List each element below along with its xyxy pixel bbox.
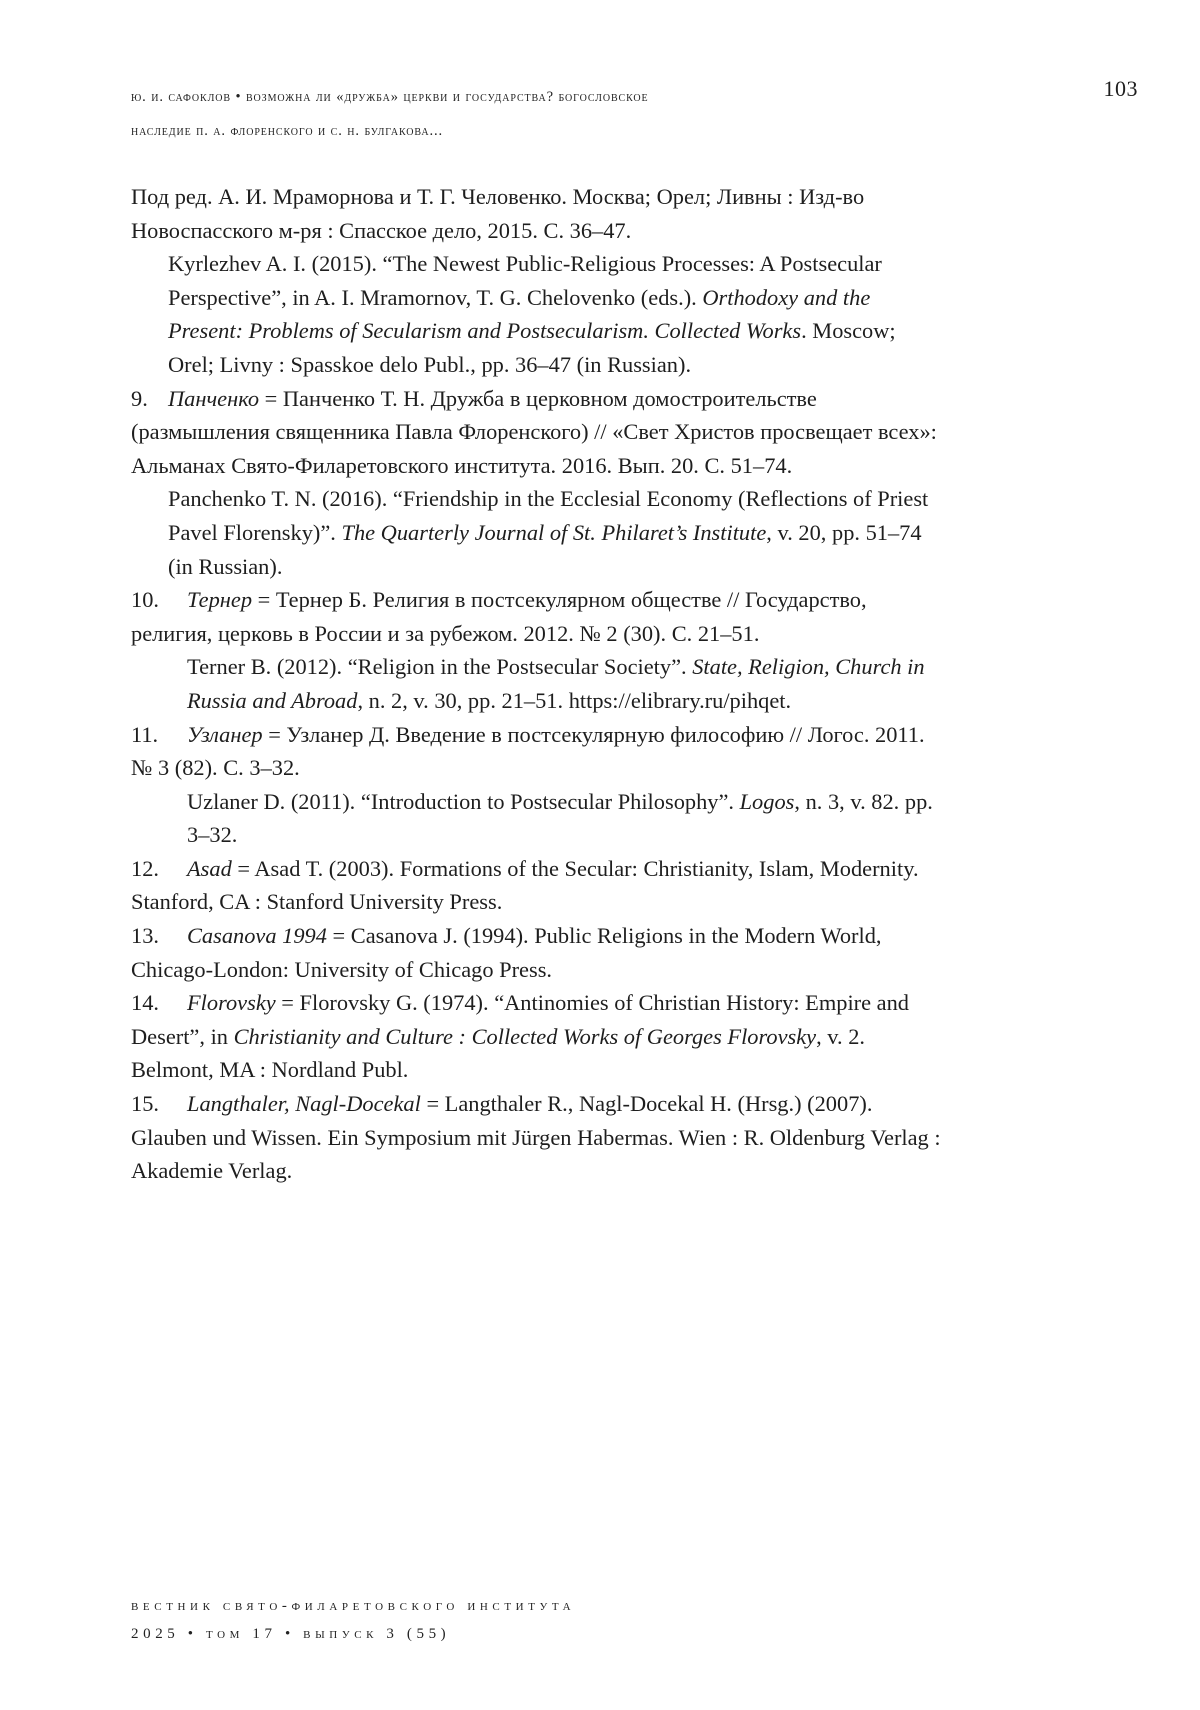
ref-title: Logos bbox=[739, 788, 795, 814]
ref-title: State, Religion, Church in Russia and Abroad bbox=[187, 654, 925, 713]
ref-key: Панченко bbox=[168, 385, 260, 411]
ref-text: = Тернер Б. Религия в постсекулярном обществе // Государство, религия, церковь в России и за рубежом. 2012. № 2 (30). С. 21–51. bbox=[131, 587, 867, 646]
reference-list bbox=[131, 180, 946, 1188]
ref-number: 14. bbox=[131, 990, 159, 1016]
ref-text: , n. 2, v. 30, pp. 21–51. https://elibrary.ru/pihqet. bbox=[357, 687, 792, 713]
ref-text: = Узланер Д. Введение в постсекулярную философию // Логос. 2011. № 3 (82). С. 3–32. bbox=[131, 721, 925, 781]
ref-text: Terner B. (2012). “Religion in the Postsecular Society”. bbox=[187, 654, 693, 680]
reference-11-ru bbox=[131, 718, 946, 785]
ref-number: 15. bbox=[131, 1091, 159, 1117]
ref-text: , n. 3, v. 82. pp. 3–32. bbox=[187, 788, 933, 848]
ref-key: Florovsky bbox=[187, 990, 276, 1016]
ref-text: Kyrlezhev A. I. (2015). “The Newest Public-Religious Processes: A Postsecular Perspective”, in A. I. Mramornov, T. G. Chelovenko (eds.). bbox=[168, 251, 882, 310]
ref-number: 13. bbox=[131, 923, 159, 949]
ref-text: , v. 20, pp. 51–74 (in Russian). bbox=[168, 519, 922, 579]
reference-10-en bbox=[131, 650, 946, 717]
ref-key: Casanova 1994 bbox=[187, 923, 327, 949]
ref-key: Тернер bbox=[187, 587, 253, 613]
ref-text: Panchenko T. N. (2016). “Friendship in the Ecclesial Economy (Reflections of Priest Pavel Florensky)”. bbox=[168, 486, 929, 545]
ref-number: 11. bbox=[131, 721, 159, 747]
journal-title: вестник свято-филаретовского института bbox=[131, 1598, 576, 1614]
running-head-line-1: ю. и. сафоклов • возможна ли «дружба» церкви и государства? богословское bbox=[131, 89, 649, 105]
reference-8-en bbox=[131, 247, 946, 381]
reference-10-ru bbox=[131, 583, 946, 650]
ref-number: 9. bbox=[131, 385, 148, 411]
ref-text: = Casanova J. (1994). Public Religions in the Modern World, Chicago-London: University of Chicago Press. bbox=[131, 923, 882, 982]
journal-issue: 2025 • том 17 • выпуск 3 (55) bbox=[131, 1626, 451, 1642]
ref-text: = Панченко Т. Н. Дружба в церковном домостроительстве (размышления священника Павла Флоренского) // «Свет Христов просвещает всех»: Альманах Свято-Филаретовского института. 2016. Вып. 20. С. 51–74. bbox=[131, 385, 937, 478]
reference-15 bbox=[131, 1087, 946, 1188]
reference-9-ru bbox=[131, 382, 946, 483]
page-number: 103 bbox=[1103, 76, 1138, 101]
ref-key: Asad bbox=[187, 855, 232, 881]
reference-14 bbox=[131, 986, 946, 1087]
journal-footer bbox=[131, 1592, 575, 1648]
reference-9-en bbox=[131, 482, 946, 583]
ref-number: 12. bbox=[131, 855, 159, 881]
ref-text: = Langthaler R., Nagl-Docekal H. (Hrsg.) (2007). Glauben und Wissen. Ein Symposium mit Jürgen Habermas. Wien : R. Oldenburg Verlag : Akademie Verlag. bbox=[131, 1091, 941, 1184]
ref-text: . Moscow; Orel; Livny : Spasskoe delo Publ., pp. 36–47 (in Russian). bbox=[168, 318, 896, 377]
ref-key: Langthaler, Nagl-Docekal bbox=[187, 1091, 421, 1117]
ref-text: = Asad T. (2003). Formations of the Secular: Christianity, Islam, Modernity. Stanford, CA : Stanford University Press. bbox=[131, 855, 919, 915]
ref-text: Uzlaner D. (2011). “Introduction to Postsecular Philosophy”. bbox=[187, 788, 740, 814]
running-head bbox=[131, 80, 931, 148]
ref-title: Orthodoxy and the Present: Problems of Secularism and Postsecularism. Collected Works bbox=[168, 284, 871, 344]
ref-title: The Quarterly Journal of St. Philaret’s Institute bbox=[341, 519, 767, 545]
ref-text: , v. 2. Belmont, MA : Nordland Publ. bbox=[131, 1023, 866, 1083]
reference-8-ru: Под ред. А. И. Мраморнова и Т. Г. Человенко. Москва; Орел; Ливны : Изд-во Новоспасского м-ря : Спасское дело, 2015. С. 36–47. bbox=[131, 184, 865, 243]
reference-11-en bbox=[131, 785, 946, 852]
ref-text: = Florovsky G. (1974). “Antinomies of Christian History: Empire and Desert”, in bbox=[131, 990, 909, 1049]
ref-number: 10. bbox=[131, 587, 159, 613]
ref-title: Christianity and Culture : Collected Works of Georges Florovsky bbox=[233, 1023, 817, 1049]
ref-key: Узланер bbox=[187, 721, 263, 747]
reference-12 bbox=[131, 852, 946, 919]
running-head-line-2: наследие п. а. флоренского и с. н. булгакова... bbox=[131, 123, 444, 139]
reference-13 bbox=[131, 919, 946, 986]
